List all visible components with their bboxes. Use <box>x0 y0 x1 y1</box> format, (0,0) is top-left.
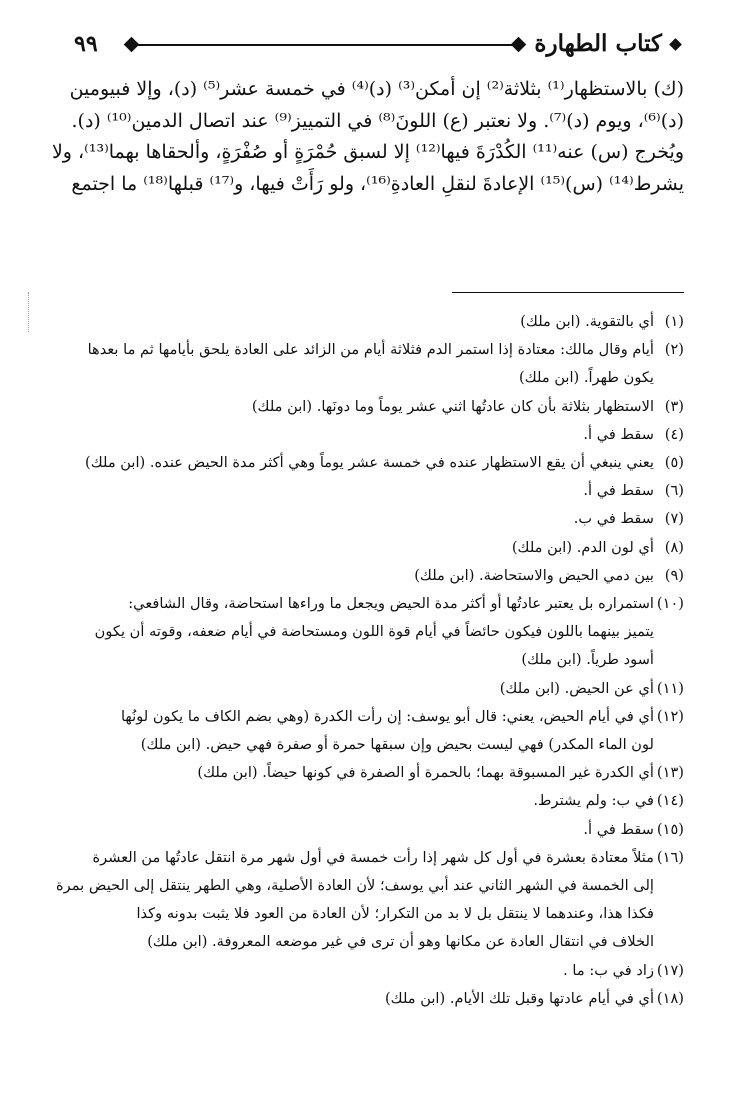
footnote-number: (١٠) <box>656 595 684 613</box>
footnote-number: (١) <box>664 313 684 330</box>
footnote <box>72 787 684 815</box>
page-number: ٩٩ <box>74 31 98 57</box>
footnote <box>72 534 684 562</box>
footnote-number: (١٢) <box>656 707 684 725</box>
footnote-line: الخلاف في انتقال العادة عن مكانها وهو أن ترى في غير موضعه المعروفة. (ابن ملك) <box>147 933 654 951</box>
footnote-number: (٧) <box>664 510 684 528</box>
footnote-line: بين دمي الحيض والاستحاضة. (ابن ملك) <box>414 566 654 584</box>
footnote <box>72 505 684 533</box>
footnote-number: (١٥) <box>656 820 684 838</box>
footnote-line: الاستظهار بثلاثة بأن كان عادتُها اثني عشر يوماً وما دونَها. (ابن ملك) <box>251 397 654 415</box>
footnote <box>72 957 684 985</box>
footnote-line: أي بالتقوية. (ابن ملك) <box>520 313 654 330</box>
footnote <box>72 421 684 449</box>
footnote-number: (٥) <box>664 454 684 472</box>
footnote-line: أسود طرياً. (ابن ملك) <box>521 651 654 669</box>
footnote <box>72 477 684 505</box>
footnote-number: (١٦) <box>656 848 684 866</box>
footnote-separator <box>452 292 684 293</box>
footnote <box>72 562 684 590</box>
footnote-line: زاد في ب: ما . <box>563 961 654 979</box>
chapter-title: كتاب الطهارة <box>534 30 662 57</box>
rule-diamond-left-icon <box>124 37 140 53</box>
footnote-line: أيام وقال مالك: معتادة إذا استمر الدم فثلاثة أيام من الزائد على العادة يلحق بأيامها ثم ما بعدها <box>87 341 654 359</box>
footnote-line: يتميز بينهما باللون فيكون حائضاً في أيام قوة اللون ومستحاضة في أيام ضعفه، وقوته أن يكون <box>94 623 654 641</box>
footnotes <box>56 308 684 1013</box>
margin-mark <box>28 292 33 332</box>
footnote-number: (١٧) <box>656 961 684 979</box>
footnote <box>72 759 684 787</box>
footnote-number: (٢) <box>664 341 684 359</box>
footnote-line: استمراره بل يعتبر عادتُها أو أكثر مدة الحيض ويجعل ما وراءها استحاضة، وقال الشافعي: <box>128 595 654 613</box>
footnote-number: (٦) <box>664 482 684 500</box>
footnote <box>72 675 684 703</box>
footnote <box>72 308 684 336</box>
footnote-number: (١٤) <box>656 792 684 810</box>
main-line: ويُخرج (س) عنه⁽¹¹⁾ الكُدْرَةَ فيها⁽¹²⁾ إلا لسبق حُمْرَةٍ أو صُفْرَةٍ، وألحقاها بهما⁽¹³⁾، ولا <box>51 141 684 163</box>
footnote-line: فكذا هذا، وعندهما لا ينتقل بل لا بد من التكرار؛ لأن العادة من العود فلا يثبت بدونه وكذا <box>136 905 654 923</box>
main-line: (د)⁽⁶⁾، ويوم (د)⁽⁷⁾. ولا نعتبر (ع) اللونَ⁽⁸⁾ في التمييز⁽⁹⁾ عند اتصال الدمين⁽¹⁰⁾ (د). <box>71 109 684 132</box>
footnote-line: في ب: ولم يشترط. <box>533 792 654 810</box>
footnote <box>72 590 684 675</box>
footnote-line: إلى الخمسة في الشهر الثاني عند أبي يوسف؛ لأن العادة الأصلية، وهي الطهر ينتقل إلى الحيض بمرة <box>56 877 654 895</box>
main-text <box>51 74 684 200</box>
footnote-number: (٤) <box>664 425 684 443</box>
footnote-number: (١١) <box>656 679 684 697</box>
footnote-line: أي في أيام الحيض، يعني: قال أبو يوسف: إن رأت الكدرة (وهي بضم الكاف ما يكون لونُها <box>120 707 654 725</box>
footnote-line: سقط في أ. <box>583 820 654 838</box>
footnote-line: يعني ينبغي أن يقع الاستظهار عنده في خمسة عشر يوماً وهي أكثر مدة الحيض عنده. (ابن ملك) <box>85 454 654 472</box>
header-rule <box>136 44 514 46</box>
footnote <box>72 985 684 1013</box>
footnote-line: يكون طهراً. (ابن ملك) <box>519 369 654 387</box>
footnote <box>72 703 684 759</box>
main-line: (ك) بالاستظهار⁽¹⁾ بثلاثة⁽²⁾ إن أمكن⁽³⁾ (د)⁽⁴⁾ في خمسة عشر⁽⁵⁾ (د)، وإلا فبيومين <box>69 78 684 100</box>
footnote-number: (١٨) <box>656 989 684 1007</box>
footnote-line: أي الكدرة غير المسبوقة بهما؛ بالحمرة أو الصفرة في كونها حيضاً. (ابن ملك) <box>197 764 654 782</box>
footnote-line: أي عن الحيض. (ابن ملك) <box>499 679 654 697</box>
footnote <box>56 844 684 957</box>
footnote-line: أي لون الدم. (ابن ملك) <box>511 538 654 556</box>
main-line: يشرط⁽¹⁴⁾ (س)⁽¹⁵⁾ الإعادةَ لنقلِ العادةِ⁽¹⁶⁾، ولو رَأَتْ فيها، و⁽¹⁷⁾ قبلها⁽¹⁸⁾ ما اجتمع <box>71 172 684 195</box>
footnote-number: (٩) <box>664 566 684 584</box>
footnote <box>72 816 684 844</box>
footnote-line: مثلاً معتادة بعشرة في أول كل شهر إذا رأت خمسة في أول شهر مرة انتقل عادتُها من العشرة <box>92 848 654 866</box>
footnote-number: (٣) <box>664 397 684 415</box>
footnote <box>72 393 684 421</box>
header-diamond-right-icon <box>669 38 682 51</box>
footnote-line: سقط في أ. <box>583 482 654 500</box>
footnote-line: أي في أيام عادتها وقبل تلك الأيام. (ابن ملك) <box>384 989 654 1007</box>
footnote-line: لون الماء المكدر) فهي ليست بحيض وإن سبقها حمرة أو صفرة فهي حيض. (ابن ملك) <box>140 736 654 754</box>
footnote-line: سقط في أ. <box>583 425 654 443</box>
footnote-number: (٨) <box>664 538 684 556</box>
footnote <box>72 336 684 392</box>
footnote <box>72 449 684 477</box>
footnote-line: سقط في ب. <box>573 510 654 528</box>
footnote-number: (١٣) <box>656 764 684 782</box>
page-header <box>70 28 682 62</box>
